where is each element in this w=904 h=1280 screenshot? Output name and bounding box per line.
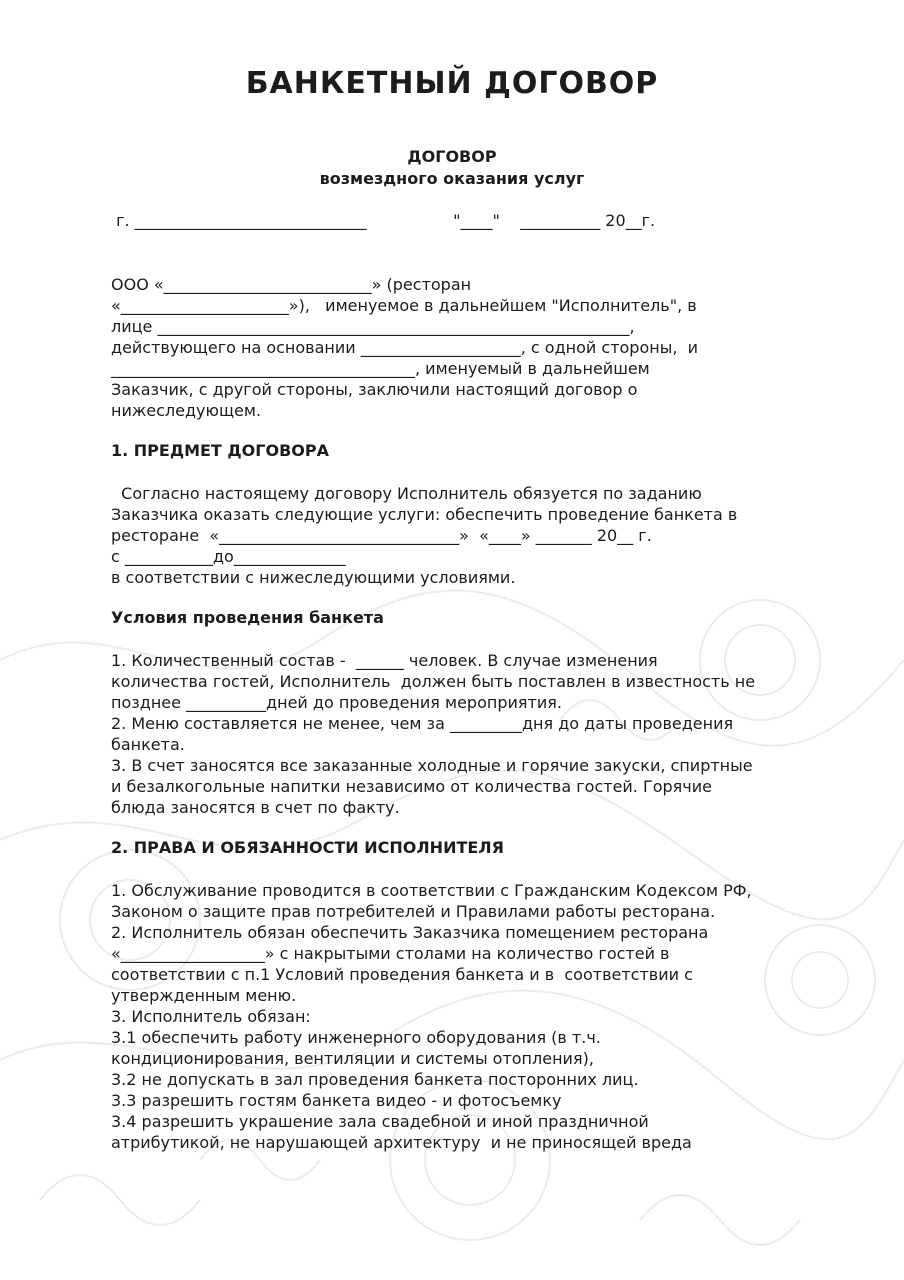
document-subtitle: ДОГОВОР <box>407 147 497 166</box>
intro-line: «_____________________»), именуемое в дальнейшем "Исполнитель", в <box>111 296 697 315</box>
intro-line: ООО «__________________________» (ресторан <box>111 275 472 294</box>
conditions-line: 2. Меню составляется не менее, чем за _________дня до даты проведения <box>111 714 734 733</box>
section2-line: 2. Исполнитель обязан обеспечить Заказчика помещением ресторана <box>111 923 709 942</box>
intro-line: ______________________________________, именуемый в дальнейшем <box>111 359 650 378</box>
document-title: БАНКЕТНЫЙ ДОГОВОР <box>245 66 659 101</box>
section2-line: 3.4 разрешить украшение зала свадебной и иной праздничной <box>111 1112 649 1131</box>
intro-line: Заказчик, с другой стороны, заключили настоящий договор о <box>111 380 638 399</box>
section1-line: с ___________до______________ <box>111 547 346 566</box>
section1-line: Заказчика оказать следующие услуги: обеспечить проведение банкета в <box>111 505 738 524</box>
section2-line: утвержденным меню. <box>111 986 297 1005</box>
conditions-line: банкета. <box>111 735 185 754</box>
section2-line: 1. Обслуживание проводится в соответствии с Гражданским Кодексом РФ, <box>111 881 752 900</box>
conditions-line: и безалкогольные напитки независимо от количества гостей. Горячие <box>111 777 712 796</box>
intro-line: действующего на основании ____________________, с одной стороны, и <box>111 338 698 357</box>
section2-line: 3.3 разрешить гостям банкета видео - и фотосъемку <box>111 1091 562 1110</box>
conditions-line: блюда заносятся в счет по факту. <box>111 798 400 817</box>
section-heading-subject: 1. ПРЕДМЕТ ДОГОВОРА <box>111 441 329 460</box>
document-subtitle-2: возмездного оказания услуг <box>319 169 585 188</box>
section1-line: ресторане «______________________________» «____» _______ 20__ г. <box>111 526 652 545</box>
section-heading-executor-rights: 2. ПРАВА И ОБЯЗАННОСТИ ИСПОЛНИТЕЛЯ <box>111 838 504 857</box>
conditions-line: количества гостей, Исполнитель должен быть поставлен в известность не <box>111 672 756 691</box>
section2-line: Законом о защите прав потребителей и Правилами работы ресторана. <box>111 902 716 921</box>
conditions-line: позднее __________дней до проведения мероприятия. <box>111 693 562 712</box>
section2-line: 3. Исполнитель обязан: <box>111 1007 311 1026</box>
section2-line: «__________________» с накрытыми столами на количество гостей в <box>111 944 670 963</box>
section2-line: атрибутикой, не нарушающей архитектуру и не приносящей вреда <box>111 1133 692 1152</box>
intro-line: нижеследующем. <box>111 401 262 420</box>
section1-line: в соответствии с нижеследующими условиями. <box>111 568 516 587</box>
intro-line: лице ___________________________________________________________, <box>111 317 635 336</box>
subsection-heading-conditions: Условия проведения банкета <box>111 608 384 627</box>
place-date-line: г. _____________________________ "____" __________ 20__г. <box>111 211 656 230</box>
section2-line: 3.1 обеспечить работу инженерного оборудования (в т.ч. <box>111 1028 601 1047</box>
section2-line: 3.2 не допускать в зал проведения банкета посторонних лиц. <box>111 1070 639 1089</box>
conditions-line: 1. Количественный состав - ______ человек. В случае изменения <box>111 651 658 670</box>
section2-line: соответствии с п.1 Условий проведения банкета и в соответствии с <box>111 965 693 984</box>
section2-line: кондиционирования, вентиляции и системы отопления), <box>111 1049 594 1068</box>
section1-line: Согласно настоящему договору Исполнитель обязуется по заданию <box>111 484 702 503</box>
conditions-line: 3. В счет заносятся все заказанные холодные и горячие закуски, спиртные <box>111 756 753 775</box>
